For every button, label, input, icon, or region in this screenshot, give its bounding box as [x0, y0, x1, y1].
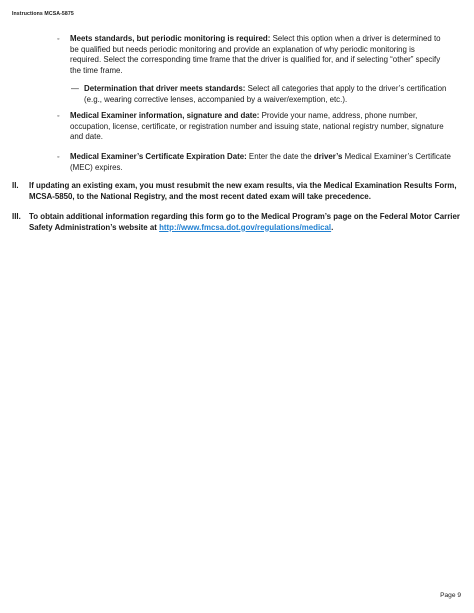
- section-iii-text: [29, 212, 461, 233]
- fmcsa-medical-link[interactable]: http://www.fmcsa.dot.gov/regulations/medical: [159, 222, 332, 232]
- document-header: Instructions MCSA-5875: [12, 11, 74, 17]
- bullet-label: Determination that driver meets standards:: [84, 84, 246, 93]
- bullet-text: Provide your name, address, phone number, occupation, license, certificate, or registration number and issuing state, national registry number, signature and date.: [70, 111, 444, 142]
- page-number: Page 9: [440, 592, 461, 599]
- bullet-marker: ◦: [57, 113, 60, 120]
- bullet-text: Medical Examiner’s Certificate (MEC) expires.: [70, 152, 451, 172]
- bullet-text: Select this option when a driver is determined to be qualified but needs periodic monitoring and provide an explanation of why periodic monitoring is required. Select the corresponding time frame that the driver is qualified for, and if selecting “other” specify the time frame.: [70, 34, 441, 75]
- section-numeral: II.: [12, 181, 19, 190]
- bullet-label: Medical Examiner’s Certificate Expiration Date:: [70, 152, 247, 161]
- bullet-label: Meets standards, but periodic monitoring is required:: [70, 34, 271, 43]
- bullet-bold-term: driver’s: [313, 152, 343, 161]
- sub-bullet-determination: [84, 84, 456, 105]
- bullet-expiration-date: [70, 152, 455, 173]
- bullet-label: Medical Examiner information, signature and date:: [70, 111, 260, 120]
- section-ii-text: If updating an existing exam, you must resubmit the new exam results, via the Medical Examination Results Form, MCSA-5850, to the National Registry, and the most recent dated exam will take precedence.: [29, 181, 457, 201]
- bullet-periodic-monitoring: [70, 34, 445, 76]
- dash-marker: —: [71, 84, 79, 93]
- bullet-text: Enter the date the: [246, 152, 314, 161]
- bullet-marker: ◦: [57, 36, 60, 43]
- bullet-text: Select all categories that apply to the driver’s certification (e.g., wearing corrective lenses, accompanied by a waiver/exemption, etc.).: [84, 84, 447, 104]
- bullet-examiner-information: [70, 111, 455, 143]
- bullet-marker: ◦: [57, 154, 60, 161]
- section-numeral: III.: [12, 212, 21, 221]
- section-end: .: [331, 222, 334, 232]
- section-text: To obtain additional information regarding this form go to the Medical Program’s page on the Federal Motor Carrier Safety Administration’s website at: [29, 212, 460, 232]
